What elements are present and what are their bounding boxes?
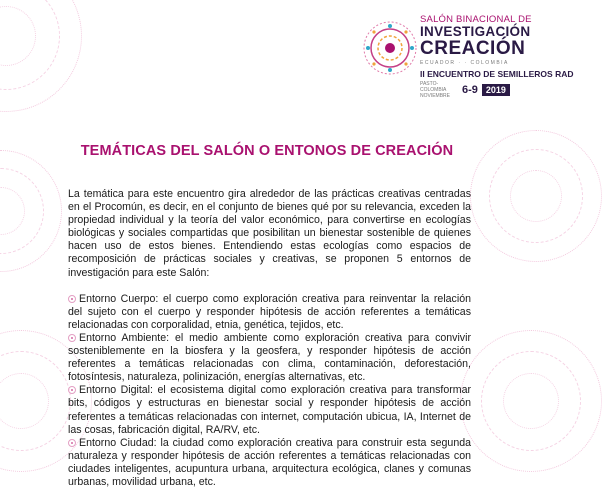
mandala-pattern-left: [0, 150, 62, 272]
mandala-pattern-top-left: [0, 0, 82, 112]
logo-year: 2019: [482, 84, 510, 96]
entorno-text: Entorno Ambiente: el medio ambiente como exploración creativa para convivir sosteniblemente en la biosfera y la geosfera, y responder hipótesis de acción referentes a temáticas relacionadas con clima, contaminación, deforestación, fotosíntesis, naturaleza, polinización, energías alternativas, etc.: [68, 331, 471, 384]
document-body: [68, 188, 471, 489]
flower-bullet-icon: [68, 295, 76, 303]
logo-line-encuentro: II ENCUENTRO DE SEMILLEROS RAD: [420, 69, 574, 79]
logo-line-countries: ECUADOR · · COLOMBIA: [420, 60, 509, 66]
event-logo: [360, 14, 574, 104]
mandala-pattern-bottom-right: [460, 330, 602, 472]
logo-days: 6-9: [462, 84, 478, 96]
entorno-cuerpo: [68, 293, 471, 332]
logo-date-row: [420, 81, 530, 99]
flower-bullet-icon: [68, 439, 76, 447]
entorno-text: Entorno Digital: el ecosistema digital como exploración creativa para transformar bits, códigos y estructuras en bienestar social y responder hipótesis de acción referentes a temáticas relacionadas con internet, computación ubicua, IA, Internet de las cosas, fabricación digital, RA/RV, etc.: [68, 384, 471, 436]
entorno-digital: [68, 384, 471, 436]
page-title: TEMÁTICAS DEL SALÓN O ENTONOS DE CREACIÓN: [80, 143, 454, 159]
flower-bullet-icon: [68, 334, 76, 342]
entorno-ciudad: [68, 437, 471, 489]
entorno-text: Entorno Cuerpo: el cuerpo como exploración creativa para reinventar la relación del sujeto con el cuerpo y responder hipótesis de acción referentes a temáticas relacionadas con corporalidad, etnia, genética, tejidos, etc.: [68, 292, 471, 331]
intro-paragraph: La temática para este encuentro gira alrededor de las prácticas creativas centradas en el Procomún, es decir, en el conjunto de bienes qué por su relevancia, exceden la propiedad individual y la teoría del valor económico, para convertirse en ecologías biológicas y sociales compartidas que posibilitan un bienestar sostenible de quienes hacen uso de estos bienes. Entendiendo estas ecologías como espacios de recomposición de prácticas sociales y creativas, se proponen 5 entornos de investigación para este Salón:: [68, 188, 471, 279]
logo-line-creacion: CREACIÓN: [420, 38, 526, 59]
flower-bullet-icon: [68, 386, 76, 394]
logo-line-investigacion: INVESTIGACIÓN: [420, 24, 531, 39]
mandala-emblem-icon: [362, 20, 418, 76]
entorno-ambiente: [68, 332, 471, 384]
logo-line-salon: SALÓN BINACIONAL DE: [420, 14, 532, 25]
logo-place: PASTO-COLOMBIA NOVIEMBRE: [420, 81, 451, 99]
entorno-text: Entorno Ciudad: la ciudad como exploración creativa para construir esta segunda naturaleza y responder hipótesis de acción referentes a temáticas relacionadas con ciudades inteligentes, acupuntura urbana, arquitectura ecológica, clanes y comunas urbanas, movilidad urbana, etc.: [68, 436, 471, 488]
